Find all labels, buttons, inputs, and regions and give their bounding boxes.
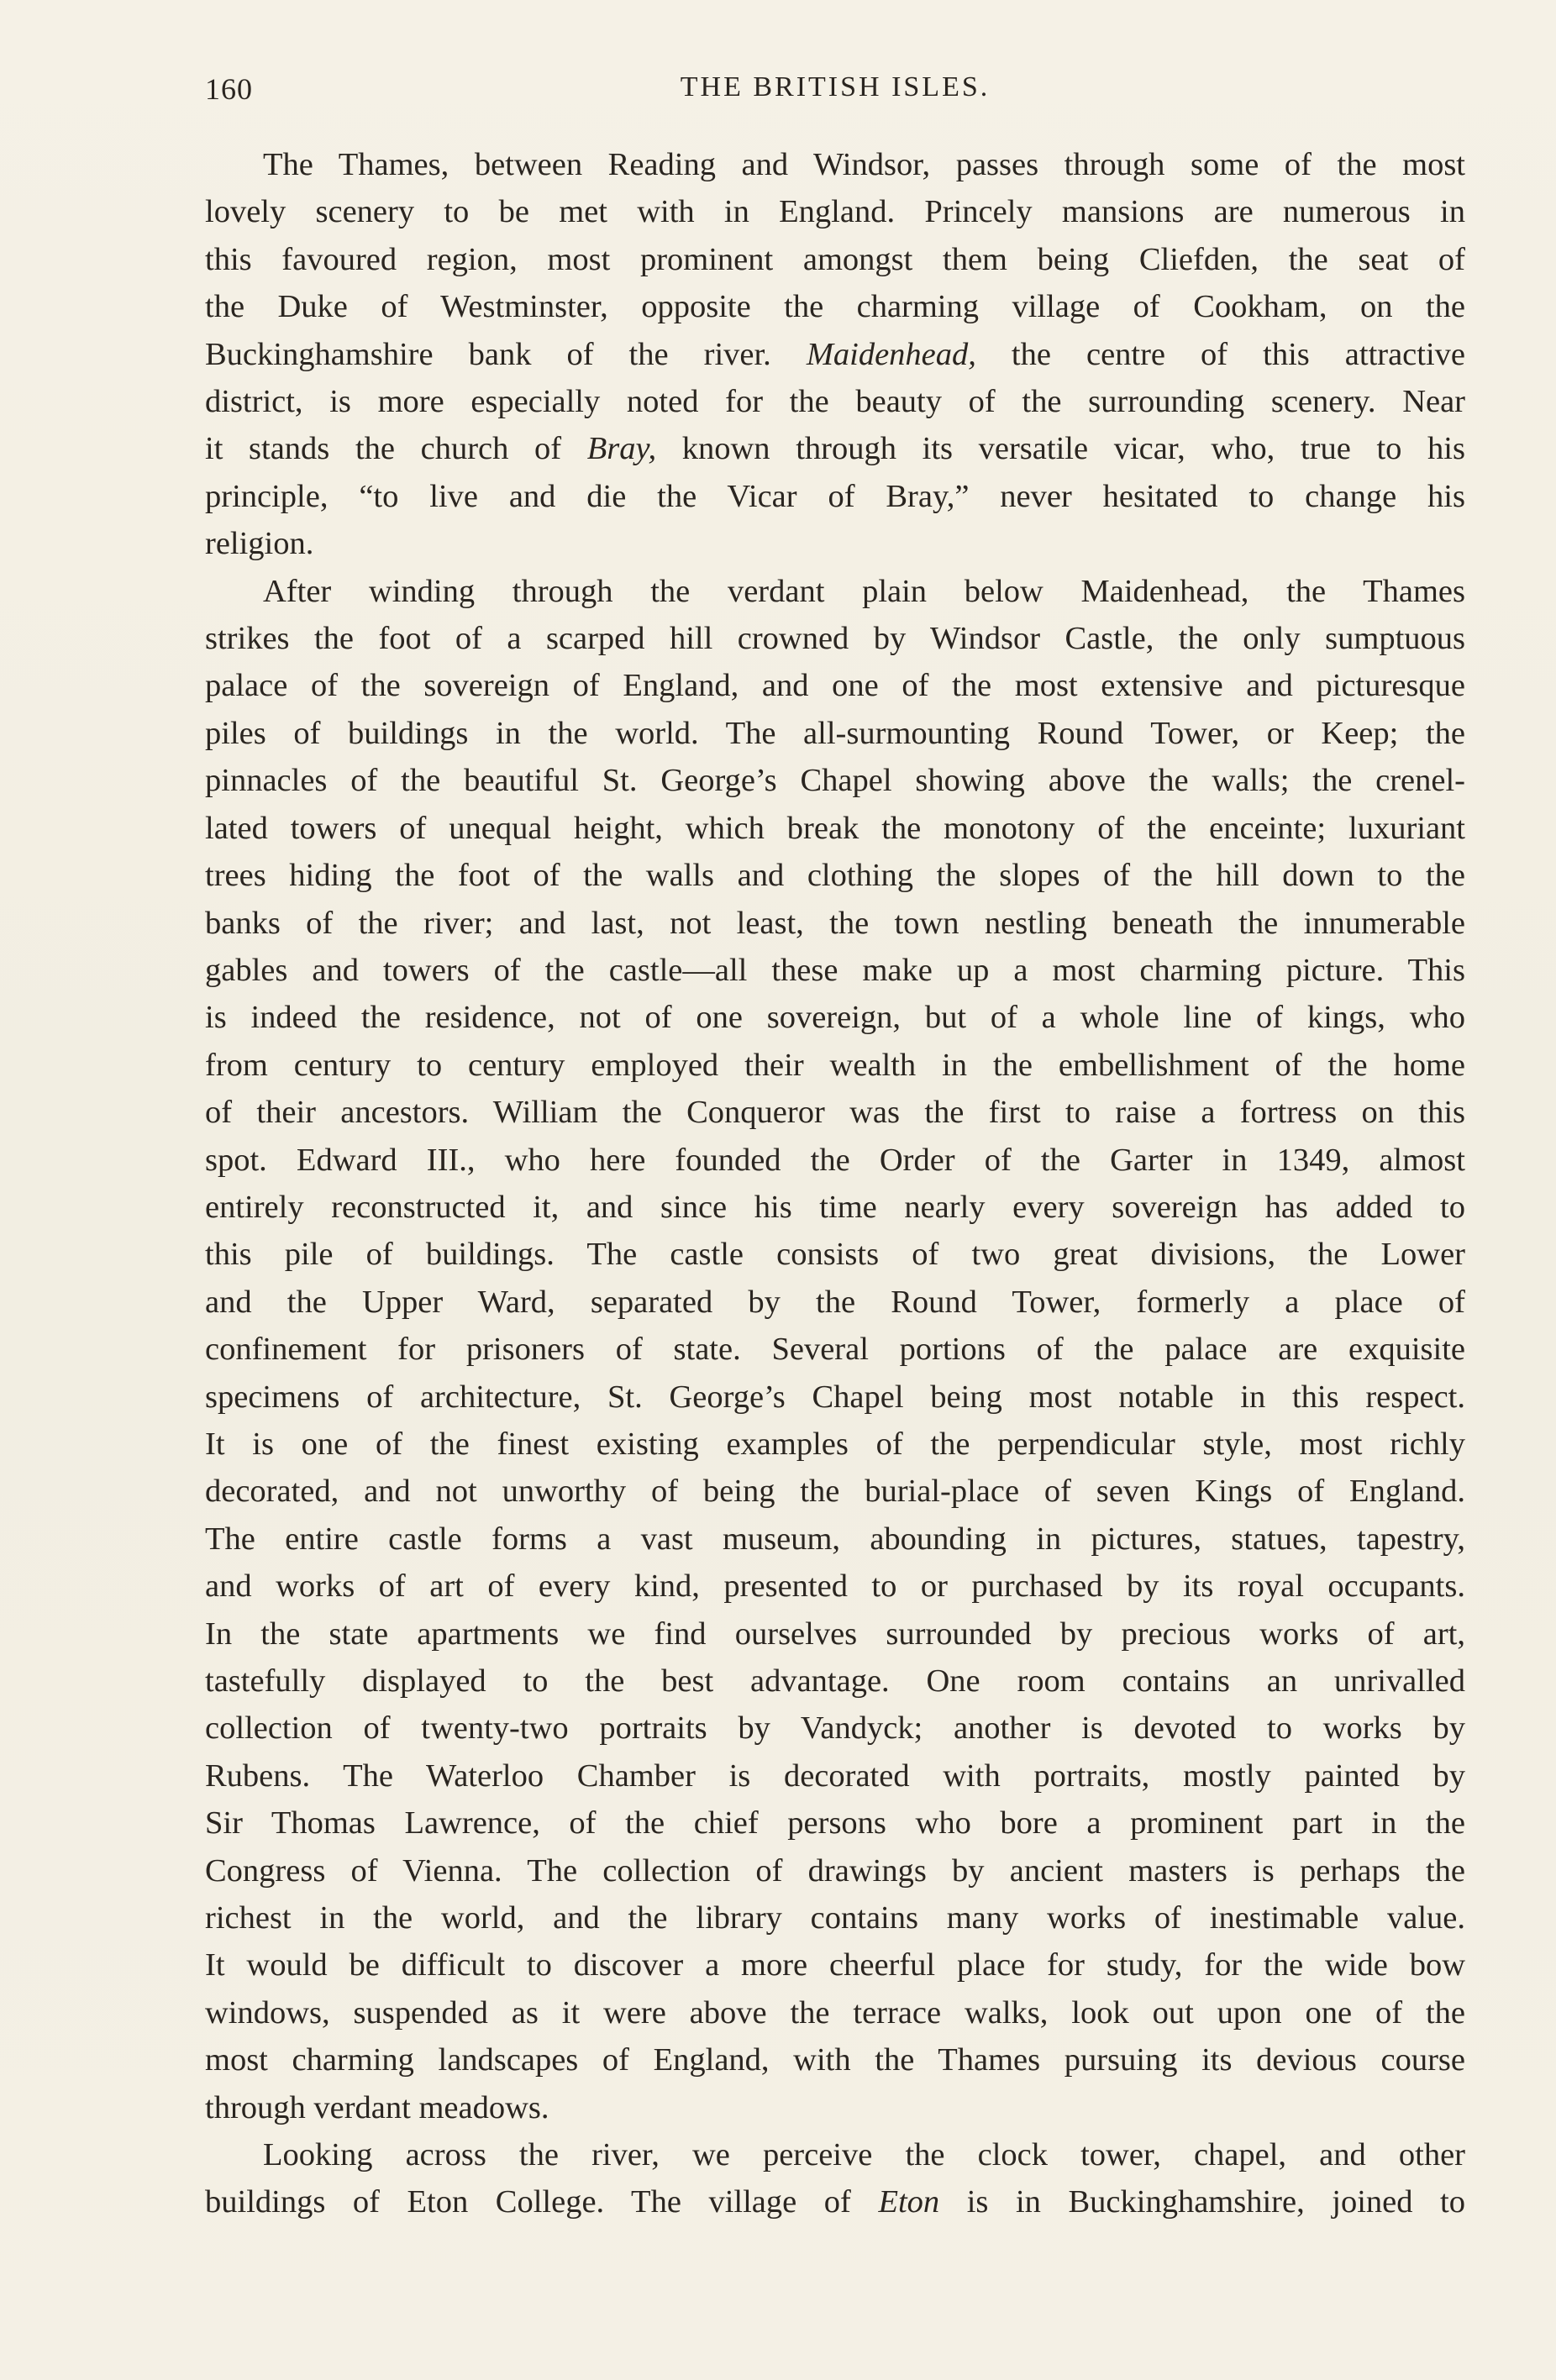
text-line: richest in the world, and the library contains many works of inestimable value. [205, 1900, 1465, 1936]
text-line: most charming landscapes of England, with the Thames pursuing its devious course [205, 2042, 1465, 2078]
text-line: through verdant meadows. [205, 2089, 549, 2125]
text-line: and works of art of every kind, presented to or purchased by its royal occupants. [205, 1568, 1465, 1605]
text-line: Sir Thomas Lawrence, of the chief persons who bore a prominent part in the [205, 1805, 1465, 1841]
body-text [205, 141, 1465, 2226]
text-line: religion. [205, 526, 314, 562]
text-line: The entire castle forms a vast museum, abounding in pictures, statues, tapestry, [205, 1521, 1465, 1557]
text-line: of their ancestors. William the Conqueror was the first to raise a fortress on this [205, 1095, 1465, 1131]
text-line: specimens of architecture, St. George’s Chapel being most notable in this respect. [205, 1379, 1465, 1415]
text-line: pinnacles of the beautiful St. George’s Chapel showing above the walls; the crenel- [205, 763, 1465, 799]
page-number: 160 [205, 72, 253, 106]
text-line: Buckinghamshire bank of the river. Maidenhead, the centre of this attractive [205, 336, 1465, 372]
text-line: entirely reconstructed it, and since his time nearly every sovereign has added to [205, 1189, 1465, 1225]
text-line: tastefully displayed to the best advantage. One room contains an unrivalled [205, 1663, 1465, 1699]
text-line: the Duke of Westminster, opposite the charming village of Cookham, on the [205, 289, 1465, 325]
text-line: banks of the river; and last, not least, the town nestling beneath the innumerable [205, 905, 1465, 941]
text-line: district, is more especially noted for the beauty of the surrounding scenery. Near [205, 384, 1465, 420]
text-line: trees hiding the foot of the walls and clothing the slopes of the hill down to the [205, 858, 1465, 894]
text-line: Looking across the river, we perceive the clock tower, chapel, and other [263, 2137, 1465, 2173]
text-line: piles of buildings in the world. The all-surmounting Round Tower, or Keep; the [205, 715, 1465, 751]
text-line: buildings of Eton College. The village of Eton is in Buckinghamshire, joined to [205, 2184, 1465, 2220]
text-line: this pile of buildings. The castle consists of two great divisions, the Lower [205, 1237, 1465, 1273]
text-line: gables and towers of the castle—all these make up a most charming picture. This [205, 952, 1465, 988]
text-line: spot. Edward III., who here founded the Order of the Garter in 1349, almost [205, 1142, 1465, 1178]
text-line: it stands the church of Bray, known through its versatile vicar, who, true to his [205, 431, 1465, 467]
paragraph [205, 2131, 1465, 2226]
text-line: confinement for prisoners of state. Several portions of the palace are exquisite [205, 1332, 1465, 1368]
text-line: collection of twenty-two portraits by Vandyck; another is devoted to works by [205, 1710, 1465, 1747]
text-line: lated towers of unequal height, which break the monotony of the enceinte; luxuriant [205, 810, 1465, 846]
text-line: Congress of Vienna. The collection of drawings by ancient masters is perhaps the [205, 1852, 1465, 1889]
text-line: strikes the foot of a scarped hill crowned by Windsor Castle, the only sumptuous [205, 621, 1465, 657]
text-line: palace of the sovereign of England, and one of the most extensive and picturesque [205, 668, 1465, 704]
text-line: It is one of the finest existing examples of the perpendicular style, most richly [205, 1426, 1465, 1462]
text-line: and the Upper Ward, separated by the Round Tower, formerly a place of [205, 1284, 1465, 1320]
text-line: It would be difficult to discover a more cheerful place for study, for the wide bow [205, 1947, 1465, 1983]
text-line: is indeed the residence, not of one sovereign, but of a whole line of kings, who [205, 1000, 1465, 1036]
text-line: lovely scenery to be met with in England. Princely mansions are numerous in [205, 194, 1465, 230]
text-line: After winding through the verdant plain below Maidenhead, the Thames [263, 573, 1465, 609]
text-line: decorated, and not unworthy of being the burial-place of seven Kings of England. [205, 1474, 1465, 1510]
text-line: The Thames, between Reading and Windsor, passes through some of the most [263, 147, 1465, 182]
running-head: THE BRITISH ISLES. [680, 71, 991, 102]
text-line: principle, “to live and die the Vicar of Bray,” never hesitated to change his [205, 478, 1465, 514]
page-header [205, 71, 1465, 113]
text-line: this favoured region, most prominent amongst them being Cliefden, the seat of [205, 241, 1465, 277]
text-line: windows, suspended as it were above the terrace walks, look out upon one of the [205, 1994, 1465, 2031]
text-line: In the state apartments we find ourselves surrounded by precious works of art, [205, 1616, 1465, 1652]
text-line: Rubens. The Waterloo Chamber is decorated with portraits, mostly painted by [205, 1757, 1465, 1794]
paragraph [205, 141, 1465, 568]
text-line: from century to century employed their wealth in the embellishment of the home [205, 1047, 1465, 1083]
paragraph [205, 568, 1465, 2131]
